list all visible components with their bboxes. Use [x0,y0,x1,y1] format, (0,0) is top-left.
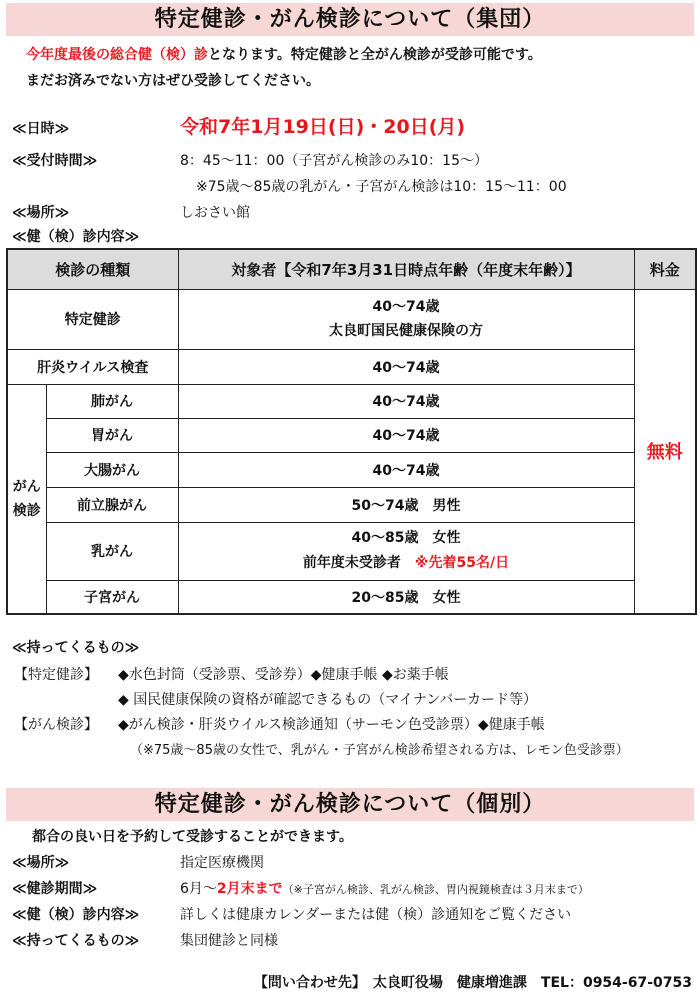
table-row [7,580,696,614]
table-row [7,452,696,487]
table-row [7,349,696,384]
bring-title: ≪持ってくるもの≫ [12,640,140,656]
row-target-lung: 40～74歳 [178,384,634,418]
reception-label: ≪受付時間≫ [12,153,98,169]
row-target-colon: 40～74歳 [178,452,634,487]
period-start: 6月～ [180,881,217,897]
breast-target-line2-text: 前年度未受診者 [302,555,415,571]
bring-cancer-line2: （※75歳～85歳の女性で、乳がん・子宮がん検診希望される方は、レモン色受診票） [130,743,629,758]
group-intro-line2: まだお済みでない方はぜひ受診してください。 [26,73,320,89]
place-label: ≪場所≫ [12,205,70,221]
breast-target-line2 [179,551,634,576]
table-row [7,487,696,522]
table-row [7,522,696,580]
row-name-tokutei: 特定健診 [7,289,178,349]
ind-period-value [180,878,589,898]
cancer-group-label [7,384,46,614]
individual-section-title: 特定健診・がん検診について（個別） [6,788,694,821]
row-name-prostate: 前立腺がん [46,487,178,522]
ind-period-label: ≪健診期間≫ [12,881,98,897]
ind-place-label: ≪場所≫ [12,855,70,871]
row-target-uterine: 20～85歳 女性 [178,580,634,614]
row-name-uterine: 子宮がん [46,580,178,614]
cancer-group-line1: がん [12,478,41,495]
place-value: しおさい館 [180,205,250,221]
contact-info: 【問い合わせ先】 太良町役場 健康増進課 TEL：0954-67-0753 [253,975,692,991]
ind-bring-value: 集団健診と同様 [180,933,278,949]
date-label: ≪日時≫ [12,121,70,137]
row-name-stomach: 胃がん [46,418,178,452]
ind-content-label: ≪健（検）診内容≫ [12,907,140,923]
group-intro [26,44,542,64]
row-target-breast [178,522,634,580]
date-value: 令和7年1月19日(日)・20日(月) [180,116,466,138]
row-name-hepatitis: 肝炎ウイルス検査 [7,349,178,384]
row-name-breast: 乳がん [46,522,178,580]
bring-tokutei-line1: ◆水色封筒（受診票、受診券）◆健康手帳 ◆お薬手帳 [118,667,449,683]
row-name-lung: 肺がん [46,384,178,418]
content-label: ≪健（検）診内容≫ [12,229,140,245]
row-target-stomach: 40～74歳 [178,418,634,452]
tokutei-target-line1: 40～74歳 [372,299,440,315]
fee-cell [634,289,696,614]
bring-tokutei-label: 【特定健診】 [14,667,98,683]
individual-intro: 都合の良い日を予約して受診することができます。 [32,829,353,845]
exam-table [6,248,697,615]
header-target: 対象者【令和7年3月31日時点年齢（年度末年齢）】 [178,249,634,289]
ind-place-value: 指定医療機関 [180,855,264,871]
reception-note: ※75歳～85歳の乳がん・子宮がん検診は10：15～11：00 [196,179,567,195]
bring-tokutei-line2: ◆ 国民健康保険の資格が確認できるもの（マイナンバーカード等） [118,692,537,708]
header-fee: 料金 [634,249,696,289]
ind-content-value: 詳しくは健康カレンダーまたは健（検）診通知をご覧ください [180,907,572,923]
row-target-hepatitis: 40～74歳 [178,349,634,384]
group-section-title: 特定健診・がん検診について（集団） [6,3,694,36]
row-name-colon: 大腸がん [46,452,178,487]
row-target-tokutei [178,289,634,349]
period-note: （※子宮がん検診、乳がん検診、胃内視鏡検査は３月末まで） [282,883,589,896]
ind-bring-label: ≪持ってくるもの≫ [12,933,140,949]
fee-free: 無料 [646,442,683,464]
row-target-prostate: 50～74歳 男性 [178,487,634,522]
intro-rest: となります。特定健診と全がん検診が受診可能です。 [208,47,542,63]
tokutei-target-line2: 太良町国民健康保険の方 [329,323,484,339]
bring-cancer-line1: ◆がん検診・肝炎ウイルス検診通知（サーモン色受診票）◆健康手帳 [118,717,545,733]
table-row [7,384,696,418]
breast-target-note: ※先着55名/日 [414,555,510,571]
table-row [7,418,696,452]
breast-target-line1: 40～85歳 女性 [351,530,461,546]
period-end: 2月末まで [216,881,283,897]
intro-highlight: 今年度最後の総合健（検）診 [26,47,208,63]
header-exam-type: 検診の種類 [7,249,178,289]
reception-value: 8：45～11：00（子宮がん検診のみ10：15～） [180,153,488,169]
cancer-group-line2: 検診 [12,502,41,519]
bring-cancer-label: 【がん検診】 [14,717,98,733]
table-row [7,289,696,349]
